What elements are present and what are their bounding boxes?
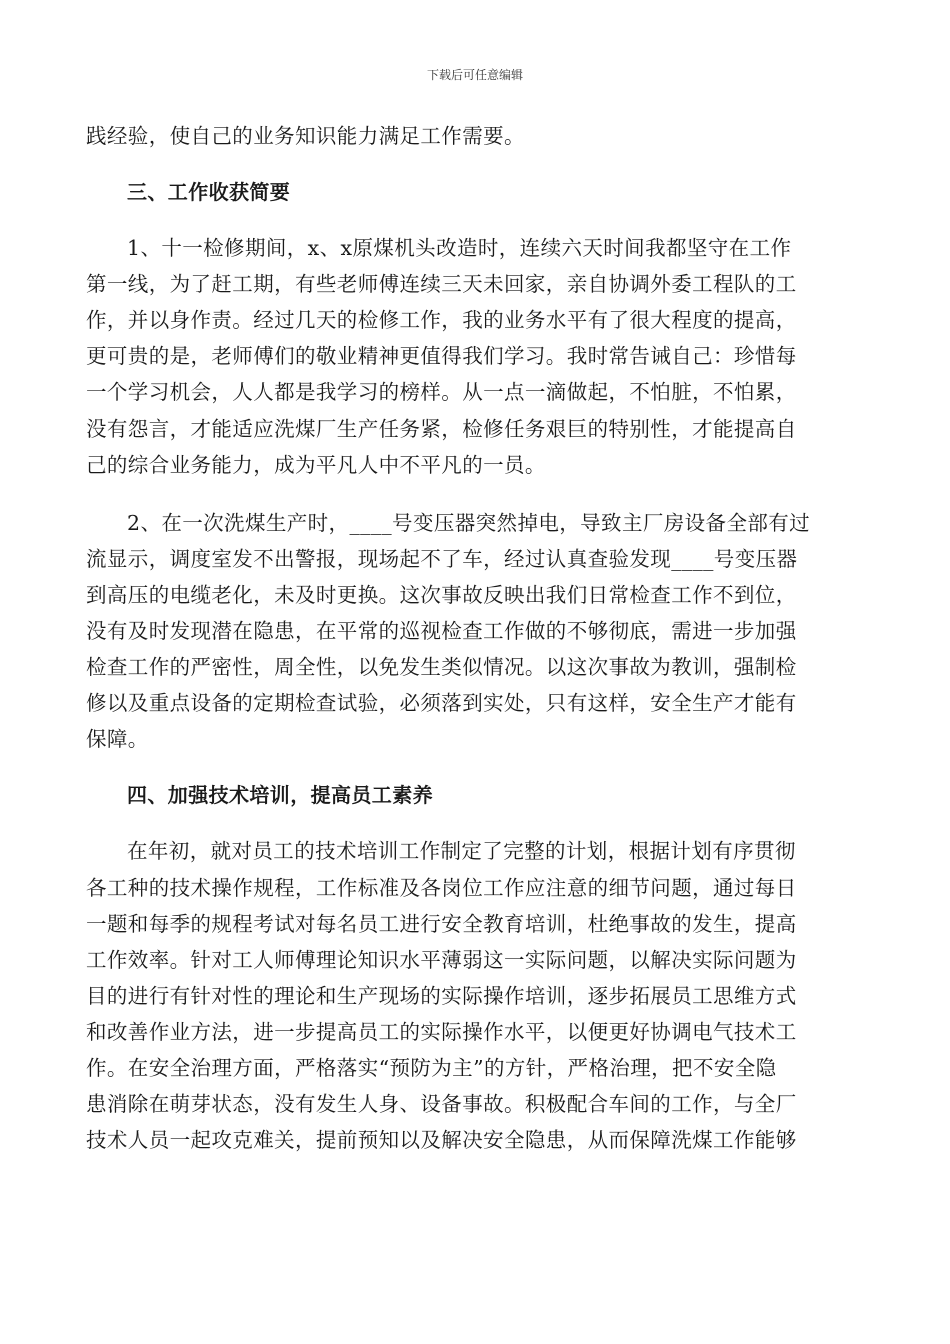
paragraph-line: 没有怨言，才能适应洗煤厂生产任务紧，检修任务艰巨的特别性，才能提高自 [86,416,797,441]
paragraph-line: 工作效率。针对工人师傅理论知识水平薄弱这一实际问题，以解决实际问题为 [86,947,797,972]
paragraph-line: 己的综合业务能力，成为平凡人中不平凡的一员。 [86,452,546,477]
spacer [86,813,862,833]
section-heading-4: 四、加强技术培训，提高员工素养 [127,783,433,808]
paragraph-line: 一题和每季的规程考试对每名员工进行安全教育培训，杜绝事故的发生，提高 [86,911,797,936]
paragraph-line: 没有及时发现潜在隐患，在平常的巡视检查工作做的不够彻底，需进一步加强 [86,619,797,644]
paragraph-line: 目的进行有针对性的理论和生产现场的实际操作培训，逐步拓展员工思维方式 [86,983,797,1008]
paragraph-3-1 [86,230,862,483]
spacer [86,154,862,174]
spacer [86,210,862,230]
paragraph-line: 践经验，使自己的业务知识能力满足工作需要。 [86,124,525,148]
paragraph-line: 和改善作业方法，进一步提高员工的实际操作水平，以便更好协调电气技术工 [86,1019,797,1044]
paragraph-line: 作，并以身作责。经过几天的检修工作，我的业务水平有了很大程度的提高， [86,308,797,333]
paragraph-line: 各工种的技术操作规程，工作标准及各岗位工作应注意的细节问题，通过每日 [86,875,797,900]
spacer [86,757,862,777]
paragraph-line: 技术人员一起攻克难关，提前预知以及解决安全隐患，从而保障洗煤工作能够 [86,1128,797,1153]
paragraph-4-1 [86,833,862,1158]
paragraph-line: 患消除在萌芽状态，没有发生人身、设备事故。积极配合车间的工作，与全厂 [86,1092,797,1117]
paragraph-line: 第一线，为了赶工期，有些老师傅连续三天未回家，亲自协调外委工程队的工 [86,272,797,297]
paragraph-line: 修以及重点设备的定期检查试验，必须落到实处，只有这样，安全生产才能有 [86,691,797,716]
page-header-note: 下载后可任意编辑 [426,68,523,82]
paragraph-line: 到高压的电缆老化，未及时更换。这次事故反映出我们日常检查工作不到位， [86,582,797,607]
paragraph-line: 保障。 [86,727,149,752]
paragraph-3-2 [86,505,862,758]
paragraph-line: 作。在安全治理方面，严格落实“预防为主”的方针，严格治理，把不安全隐 [86,1055,777,1080]
paragraph-line: 2、在一次洗煤生产时，____号变压器突然掉电，导致主厂房设备全部有过 [127,510,811,535]
document-body [86,118,862,1158]
spacer [86,483,862,505]
paragraph-line: 流显示，调度室发不出警报，现场起不了车，经过认真查验发现____号变压器 [86,546,798,571]
paragraph-line: 检查工作的严密性，周全性，以免发生类似情况。以这次事故为教训，强制检 [86,655,797,680]
paragraph-line: 更可贵的是，老师傅们的敬业精神更值得我们学习。我时常告诫自己：珍惜每 [86,344,797,369]
paragraph-line: 一个学习机会，人人都是我学习的榜样。从一点一滴做起，不怕脏，不怕累， [86,380,797,405]
section-heading-3: 三、工作收获简要 [127,180,291,205]
paragraph-line: 1、十一检修期间，x、x原煤机头改造时，连续六天时间我都坚守在工作 [127,236,792,261]
paragraph-line: 在年初，就对员工的技术培训工作制定了完整的计划，根据计划有序贯彻 [127,839,796,864]
